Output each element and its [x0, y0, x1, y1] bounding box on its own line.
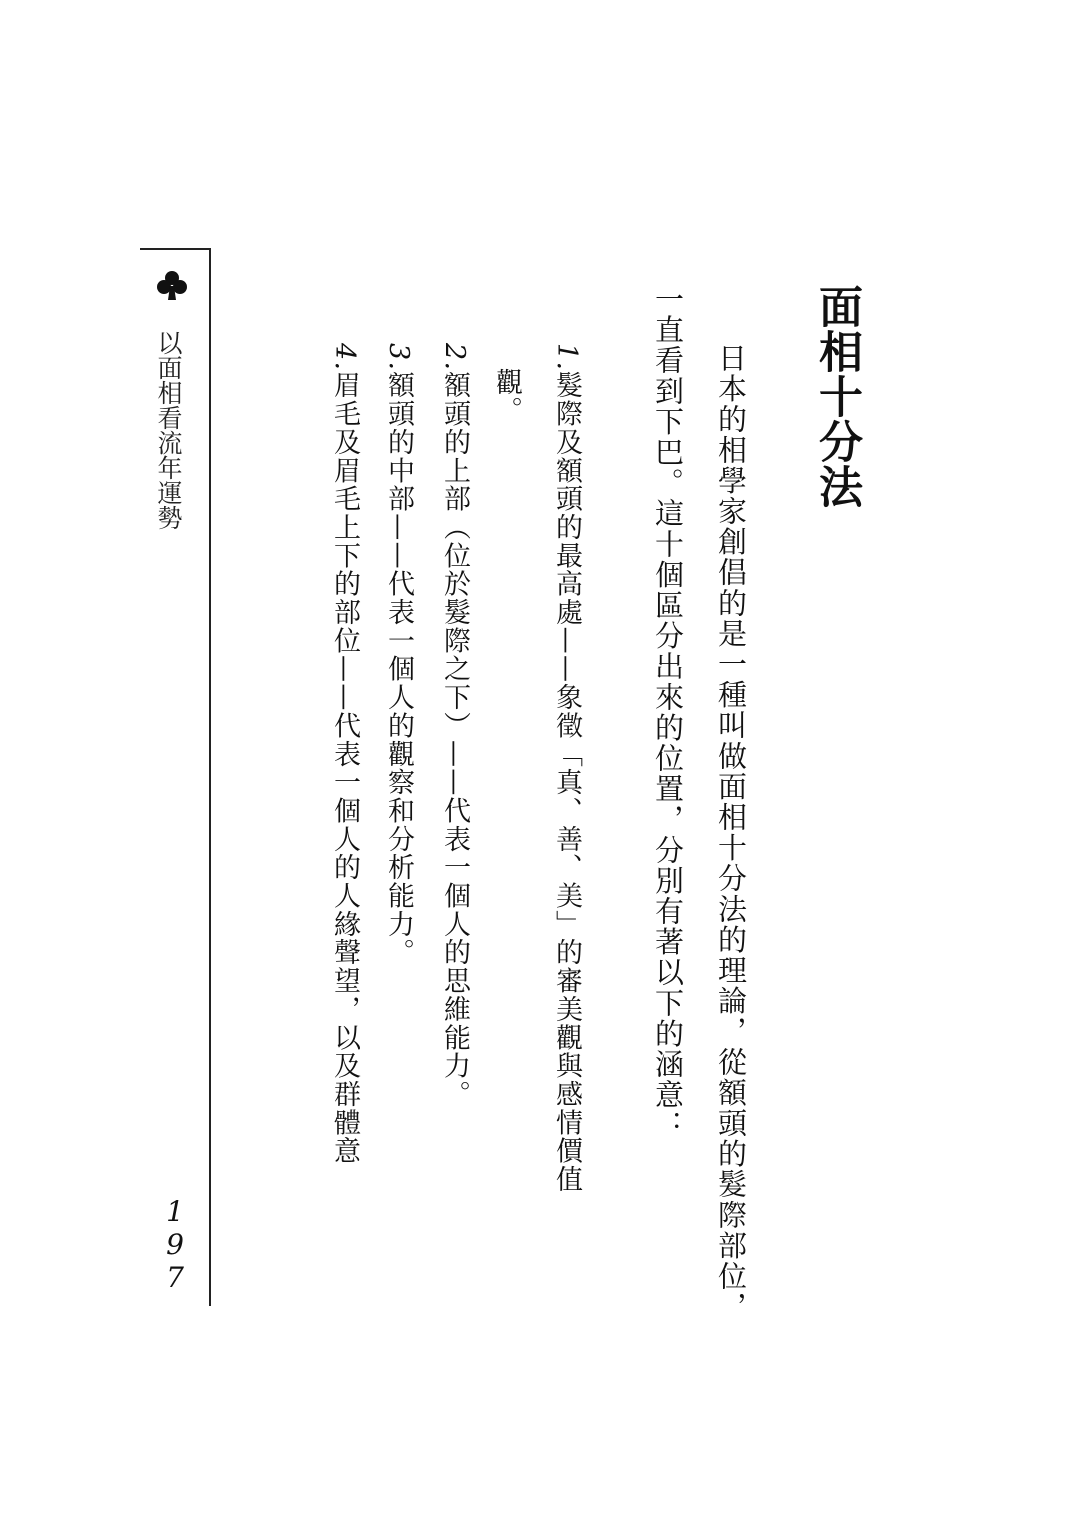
list-item-text: 額頭的上部（位於髮際之下）——代表一個人的思維能力。 — [439, 371, 470, 1109]
header-rule-side — [209, 248, 211, 1306]
page-number-digit: 1 — [166, 1195, 184, 1228]
page-number-digit: 9 — [166, 1228, 184, 1262]
list-item-4 — [331, 343, 358, 1165]
page-number-digit: 7 — [166, 1261, 184, 1295]
list-item-number: 2. — [439, 343, 470, 372]
list-item-number: 1. — [551, 343, 582, 372]
list-item-text: 額頭的中部——代表一個人的觀察和分析能力。 — [383, 371, 414, 967]
list-item-2 — [441, 343, 468, 1109]
list-item-1 — [553, 343, 580, 1194]
list-item-1-continuation: 觀。 — [491, 368, 522, 425]
list-item-number: 4. — [329, 343, 360, 372]
list-item-text: 髮際及額頭的最高處——象徵「真、善、美」的審美觀與感情價值 — [551, 371, 582, 1194]
list-item-text: 眉毛及眉毛上下的部位——代表一個人的人緣聲望，以及群體意 — [329, 371, 360, 1166]
list-item-number: 3. — [383, 343, 414, 372]
article-title: 面相十分法 — [811, 284, 862, 509]
header-rule-top — [140, 248, 210, 250]
list-item-3 — [385, 343, 412, 967]
running-title: 以面相看流年運勢 — [154, 330, 183, 530]
club-icon — [154, 268, 190, 304]
paragraph-line: 日本的相學家創倡的是一種叫做面相十分法的理論，從額頭的髮際部位， — [714, 343, 748, 1323]
paragraph-line: 一直看到下巴。這十個區分出來的位置，分別有著以下的涵意： — [651, 284, 685, 1141]
page-number — [160, 1195, 190, 1294]
